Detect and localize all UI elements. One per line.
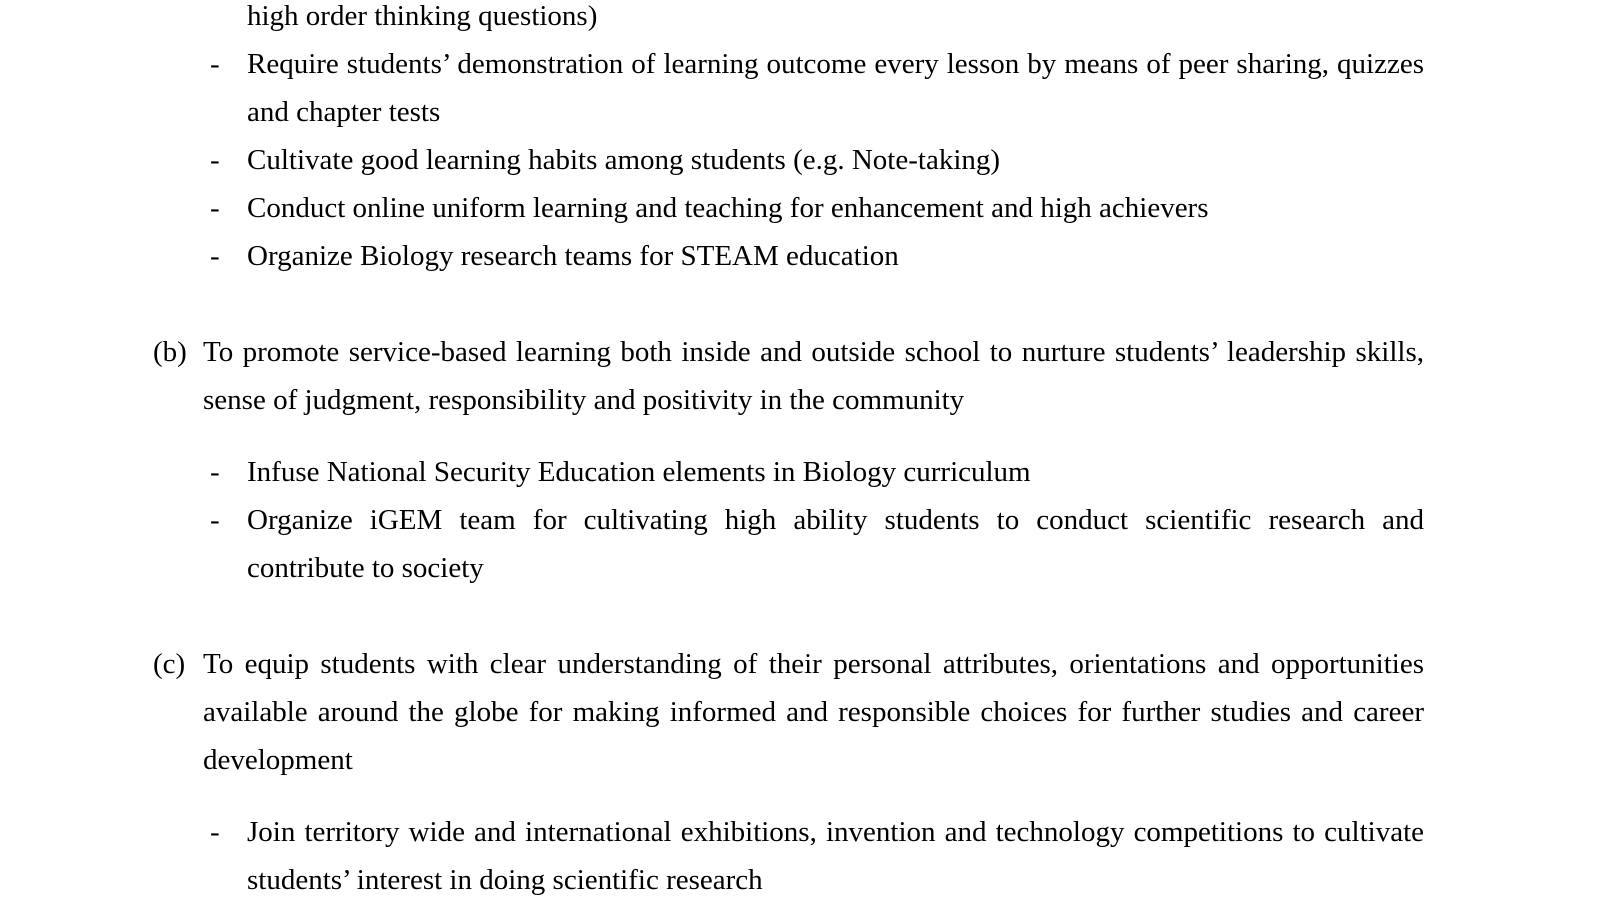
bullet-text: Join territory wide and international exhibitions, invention and technology competitions to cultivate students’ interest in doing scientific research [247, 816, 1424, 896]
section-a-bullet-list [210, 0, 1424, 280]
section-label: (c) [153, 648, 186, 680]
bullet-dash-icon: - [210, 816, 220, 848]
section-c-head [153, 640, 1424, 784]
section-b-bullet-list [210, 448, 1424, 592]
section-c [153, 640, 1424, 904]
bullet-dash-icon: - [210, 456, 220, 488]
section-b-head [153, 328, 1424, 424]
bullet-dash-icon: - [210, 504, 220, 536]
bullet-item [210, 808, 1424, 904]
bullet-text: Organize iGEM team for cultivating high ability students to conduct scientific research and contribute to society [247, 504, 1424, 584]
bullet-item [210, 496, 1424, 592]
section-paragraph: To promote service-based learning both inside and outside school to nurture students’ leadership skills, sense of judgment, responsibility and positivity in the community [203, 336, 1424, 416]
bullet-item [210, 448, 1424, 496]
section-c-bullet-list [210, 808, 1424, 904]
bullet-item [210, 232, 1424, 280]
bullet-item [210, 136, 1424, 184]
bullet-dash-icon: - [210, 144, 220, 176]
bullet-dash-icon: - [210, 48, 220, 80]
section-label: (b) [153, 336, 187, 368]
bullet-text: Cultivate good learning habits among students (e.g. Note-taking) [247, 144, 1001, 176]
bullet-item [210, 184, 1424, 232]
bullet-text: Require students’ demonstration of learning outcome every lesson by means of peer sharing, quizzes and chapter tests [247, 48, 1424, 128]
section-paragraph: To equip students with clear understanding of their personal attributes, orientations and opportunities available around the globe for making informed and responsible choices for further studies and career development [203, 648, 1424, 776]
section-b [153, 328, 1424, 592]
bullet-item [210, 40, 1424, 136]
bullet-text: high order thinking questions) [247, 0, 598, 32]
bullet-dash-icon: - [210, 192, 220, 224]
bullet-text: Conduct online uniform learning and teaching for enhancement and high achievers [247, 192, 1209, 224]
bullet-text: Infuse National Security Education elements in Biology curriculum [247, 456, 1031, 488]
bullet-text: Organize Biology research teams for STEAM education [247, 240, 899, 272]
bullet-item-continuation [210, 0, 1424, 40]
bullet-dash-icon: - [210, 240, 220, 272]
